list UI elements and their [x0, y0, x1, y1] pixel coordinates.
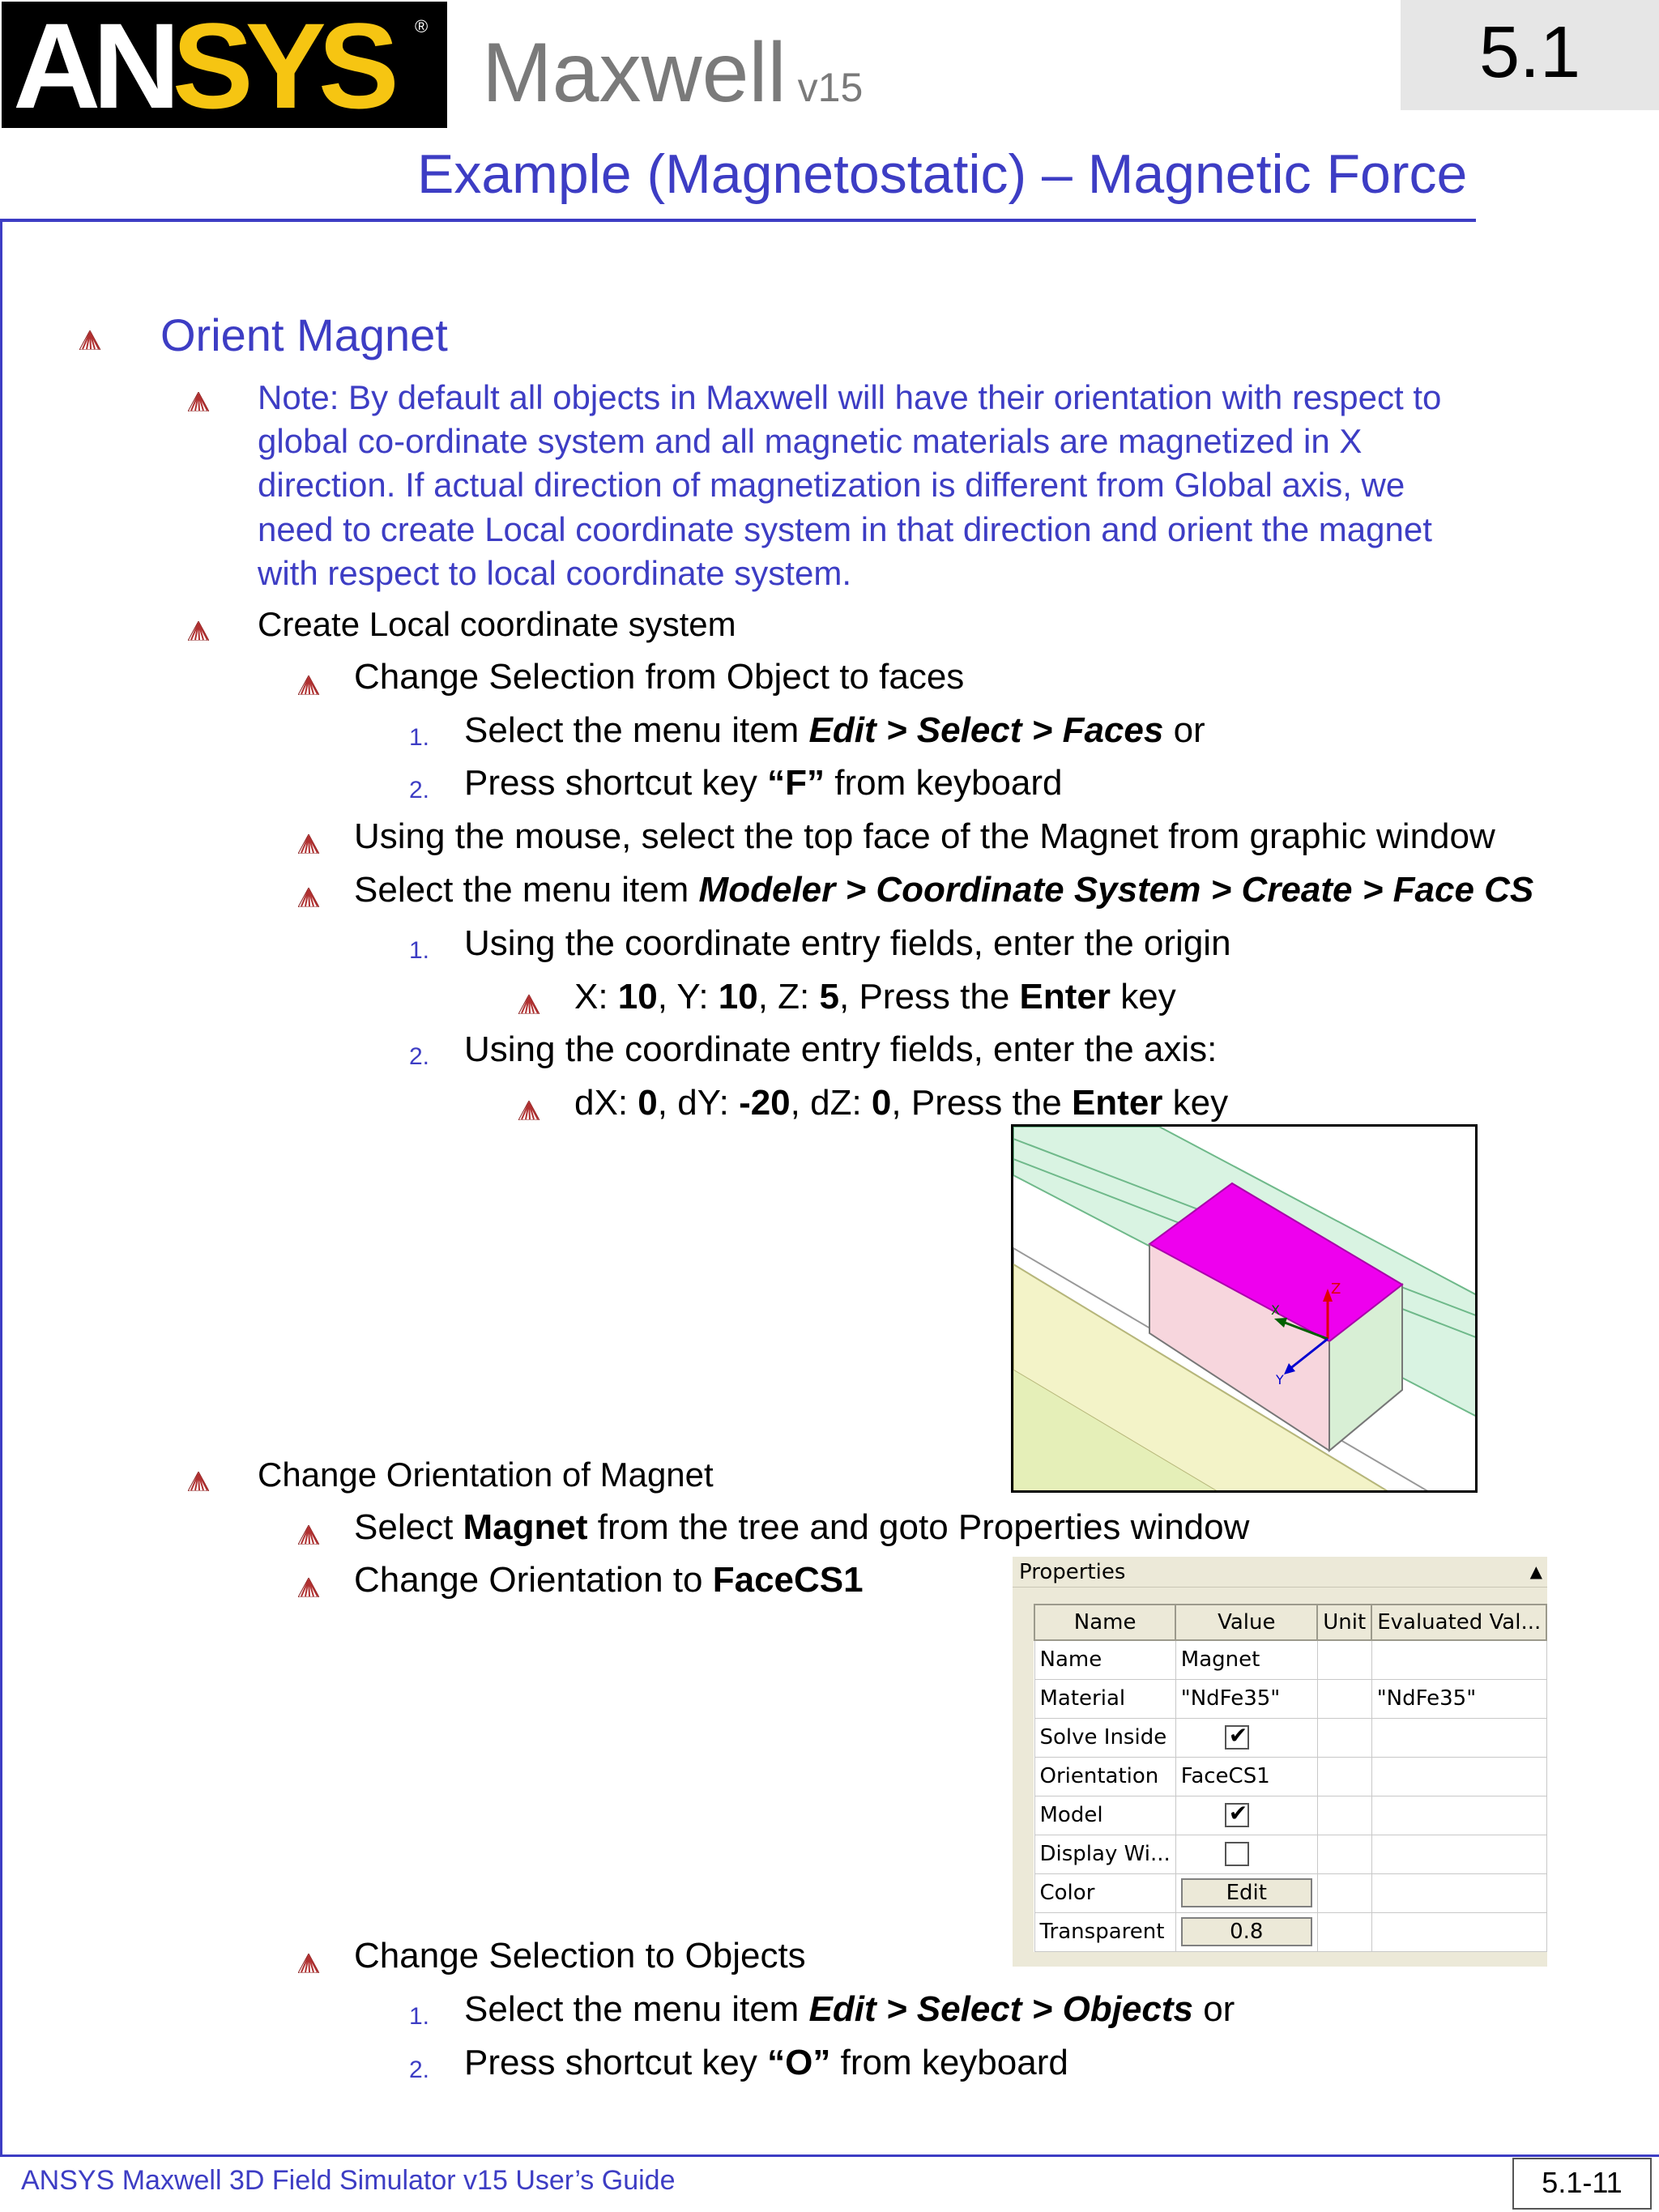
section-number: 5.1	[1478, 12, 1581, 93]
column-header-unit[interactable]: Unit	[1317, 1605, 1371, 1640]
bullet-icon	[298, 676, 319, 695]
ansys-logo	[2, 0, 447, 134]
name-value-field[interactable]: Magnet	[1175, 1640, 1317, 1679]
page-number-box	[1512, 2158, 1652, 2210]
face-cs-step: Select the menu item Modeler > Coordinate System > Create > Face CS	[354, 870, 1534, 910]
color-edit-button[interactable]: Edit	[1181, 1878, 1312, 1907]
footer-divider	[0, 2154, 1659, 2157]
properties-title: Properties	[1019, 1560, 1126, 1584]
section-badge	[1401, 0, 1659, 110]
property-row-name[interactable]: Name Magnet	[1034, 1640, 1546, 1679]
orientation-value-field[interactable]: FaceCS1	[1175, 1757, 1317, 1796]
check-icon: ✔	[1228, 1722, 1248, 1750]
note-line-4: need to create Local coordinate system in that direction and orient the magnet	[258, 510, 1432, 548]
material-value-field[interactable]: "NdFe35"	[1175, 1679, 1317, 1718]
properties-header	[1013, 1557, 1547, 1588]
check-icon: ✔	[1228, 1800, 1248, 1827]
note-line-2: global co-ordinate system and all magnetic materials are magnetized in X	[258, 422, 1363, 460]
property-row-solve-inside[interactable]: Solve Inside ✔	[1034, 1718, 1546, 1757]
solve-inside-checkbox[interactable]	[1225, 1722, 1249, 1750]
mouse-select-step: Using the mouse, select the top face of the Magnet from graphic window	[354, 816, 1495, 856]
bullet-icon	[79, 330, 100, 350]
bullet-icon	[188, 392, 209, 411]
bullet-icon	[298, 1525, 319, 1545]
axis-x-label: X	[1271, 1302, 1280, 1318]
title-divider	[0, 219, 1476, 222]
step-number: 2.	[409, 777, 430, 803]
transparency-button[interactable]: 0.8	[1181, 1917, 1312, 1946]
step-number: 2.	[409, 2056, 430, 2083]
axis-values: dX: 0, dY: -20, dZ: 0, Press the Enter key	[574, 1083, 1229, 1123]
model-checkbox[interactable]	[1225, 1800, 1249, 1827]
display-wireframe-checkbox[interactable]	[1225, 1842, 1249, 1866]
objects-step-1: Select the menu item Edit > Select > Objects or	[464, 1989, 1235, 2029]
property-row-color[interactable]: Color Edit	[1034, 1873, 1546, 1912]
axis-step: Using the coordinate entry fields, enter the axis:	[464, 1029, 1218, 1069]
bullet-icon	[188, 1472, 209, 1491]
page-number: 5.1-11	[1542, 2166, 1623, 2199]
bullet-icon	[298, 834, 319, 854]
select-magnet-step: Select Magnet from the tree and goto Properties window	[354, 1507, 1250, 1547]
create-lcs-heading: Create Local coordinate system	[258, 605, 736, 643]
column-header-value[interactable]: Value	[1175, 1605, 1317, 1640]
column-header-evaluated[interactable]: Evaluated Val...	[1371, 1605, 1546, 1640]
property-row-orientation[interactable]: Orientation FaceCS1	[1034, 1757, 1546, 1796]
faces-step-2: Press shortcut key “F” from keyboard	[464, 763, 1063, 803]
section-heading: Orient Magnet	[160, 309, 448, 360]
note-line-5: with respect to local coordinate system.	[258, 554, 851, 592]
bullet-icon	[298, 1954, 319, 1973]
bullet-icon	[188, 621, 209, 641]
change-selection-objects: Change Selection to Objects	[354, 1936, 806, 1975]
properties-table	[1034, 1604, 1547, 1952]
property-row-model[interactable]: Model ✔	[1034, 1796, 1546, 1835]
collapse-arrow-icon[interactable]: ▲	[1529, 1562, 1542, 1581]
axis-z-label: Z	[1331, 1281, 1341, 1298]
step-number: 1.	[409, 724, 430, 751]
origin-step: Using the coordinate entry fields, enter the origin	[464, 923, 1231, 963]
objects-step-2: Press shortcut key “O” from keyboard	[464, 2043, 1068, 2082]
properties-panel	[1013, 1557, 1547, 1967]
bullet-icon	[298, 1578, 319, 1597]
bullet-icon	[298, 888, 319, 907]
axis-y-label: Y	[1276, 1372, 1284, 1387]
left-border	[0, 219, 2, 2154]
step-number: 1.	[409, 2003, 430, 2030]
change-selection-faces: Change Selection from Object to faces	[354, 657, 965, 697]
property-row-material[interactable]: Material "NdFe35" "NdFe35"	[1034, 1679, 1546, 1718]
note-line-1: Note: By default all objects in Maxwell will have their orientation with respect to	[258, 378, 1442, 416]
origin-values: X: 10, Y: 10, Z: 5, Press the Enter key	[574, 977, 1176, 1016]
column-header-name[interactable]: Name	[1034, 1605, 1175, 1640]
face-cs-3d-view	[1011, 1124, 1478, 1493]
change-orientation-heading: Change Orientation of Magnet	[258, 1455, 714, 1494]
property-row-display-wireframe[interactable]: Display Wi...	[1034, 1835, 1546, 1873]
property-row-transparent[interactable]: Transparent 0.8	[1034, 1912, 1546, 1951]
logo-wordmark: ANSYS	[13, 0, 391, 134]
registered-mark: ®	[415, 16, 429, 36]
step-number: 2.	[409, 1043, 430, 1070]
bullet-icon	[518, 1101, 539, 1120]
change-orientation-step: Change Orientation to FaceCS1	[354, 1560, 864, 1600]
note-line-3: direction. If actual direction of magnetization is different from Global axis, we	[258, 466, 1405, 504]
footer-guide-title: ANSYS Maxwell 3D Field Simulator v15 User’s Guide	[21, 2165, 676, 2196]
bullet-icon	[518, 995, 539, 1014]
page-title: Example (Magnetostatic) – Magnetic Force	[417, 143, 1468, 205]
product-name: Maxwell v15	[482, 26, 864, 120]
faces-step-1: Select the menu item Edit > Select > Faces or	[464, 710, 1205, 750]
step-number: 1.	[409, 937, 430, 964]
model-graphic	[1013, 1127, 1478, 1493]
product-version: v15	[797, 65, 864, 110]
